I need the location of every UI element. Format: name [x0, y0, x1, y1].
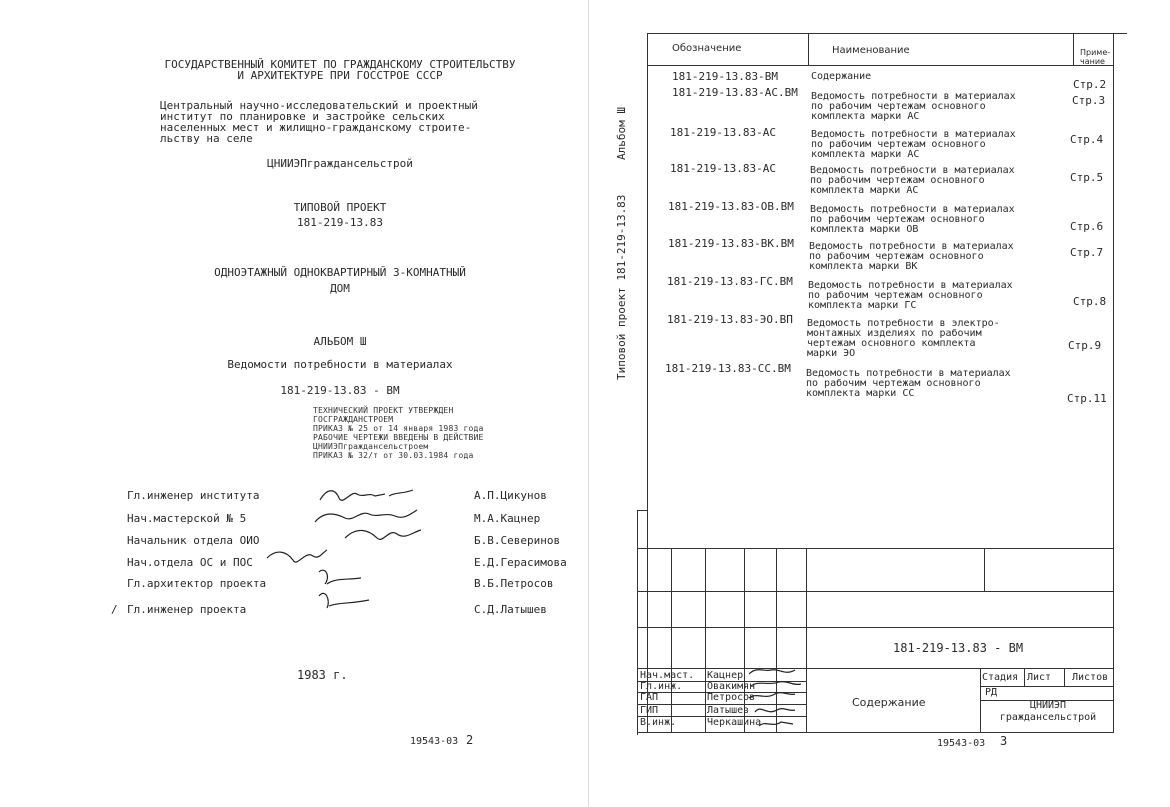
institute-line: населенных мест и жилищно-гражданскому строите-: [160, 121, 472, 134]
sheet-label: Лист: [1027, 672, 1052, 683]
tb-line: [637, 627, 1114, 628]
tb-line: [705, 548, 706, 733]
row-name-line: Ведомость потребности в материалах: [811, 91, 1016, 102]
row-name-line: комплекта марки ГС: [808, 300, 917, 311]
header-name: Наименование: [832, 45, 910, 56]
staff-role: ГИП: [640, 705, 659, 716]
slash-mark: /: [111, 603, 118, 616]
signatory-role: Гл.инженер института: [127, 489, 260, 502]
row-name-line: комплекта марки АС: [810, 185, 919, 196]
signatory-role: Гл.архитектор проекта: [127, 577, 267, 590]
row-name-line: по рабочим чертежам основного: [810, 214, 985, 225]
stage-value: РД: [985, 687, 998, 698]
row-designation: 181-219-13.83-АС.ВМ: [672, 86, 798, 99]
signatory-role: Гл.инженер проекта: [127, 603, 247, 616]
signatory-name: М.А.Кацнер: [474, 512, 541, 525]
signatory-name: Б.В.Северинов: [474, 534, 561, 547]
staff-name: Латышев: [707, 705, 750, 716]
staff-name: Черкашина: [707, 717, 762, 728]
stamp-line: ГОСГРАЖДАНСТРОЕМ: [313, 415, 394, 424]
tb-line: [980, 686, 1114, 687]
row-page: Стр.4: [1070, 133, 1104, 146]
staff-role: Гл.инж.: [640, 681, 683, 692]
tb-line: [671, 548, 672, 733]
signatory-role: Начальник отдела ОИО: [127, 534, 260, 547]
page-number: 2: [466, 733, 474, 747]
header-divider: [808, 33, 809, 65]
row-name-line: комплекта марки ОВ: [810, 224, 919, 235]
signatory-role: Нач.отдела ОС и ПОС: [127, 556, 253, 569]
doc-title: Содержание: [852, 696, 926, 709]
row-page: Стр.8: [1073, 295, 1107, 308]
album-label: АЛЬБОМ Ш: [313, 335, 367, 348]
header-note: Приме-чание: [1080, 48, 1111, 66]
handwritten-signatures: [265, 480, 465, 620]
stamp-line: ПРИКАЗ № 32/т от 30.03.1984 года: [313, 451, 474, 460]
row-designation: 181-219-13.83-СС.ВМ: [665, 362, 791, 375]
org-line1: ЦНИИЭП: [1029, 700, 1067, 711]
row-name-line: чертежам основного комплекта: [807, 338, 976, 349]
staff-role: Нач.маст.: [640, 670, 695, 681]
row-designation: 181-219-13.83-ВМ: [672, 70, 778, 83]
row-page: Стр.6: [1070, 220, 1104, 233]
stamp-line: РАБОЧИЕ ЧЕРТЕЖИ ВВЕДЕНЫ В ДЕЙСТВИЕ: [313, 433, 484, 442]
row-page: Стр.11: [1067, 392, 1107, 405]
row-name-line: Ведомость потребности в материалах: [808, 280, 1013, 291]
row-designation: 181-219-13.83-ВК.ВМ: [668, 237, 794, 250]
row-name-line: Ведомость потребности в электро-: [807, 318, 1000, 329]
row-page: Стр.2: [1073, 78, 1107, 91]
org-title-line2: И АРХИТЕКТУРЕ ПРИ ГОССТРОЕ СССР: [237, 69, 443, 82]
institute-line: институт по планировке и застройке сельских: [160, 110, 445, 123]
row-name-line: Ведомость потребности в материалах: [810, 165, 1015, 176]
row-name-line: Ведомость потребности в материалах: [811, 129, 1016, 140]
row-name-line: по рабочим чертежам основного: [806, 378, 981, 389]
tb-line: [637, 668, 1114, 669]
row-name-line: Ведомость потребности в материалах: [806, 368, 1011, 379]
side-project-label: Типовой проект 181-219-13.83: [615, 194, 628, 380]
row-name-line: по рабочим чертежам основного: [811, 101, 986, 112]
project-label: ТИПОВОЙ ПРОЕКТ: [293, 201, 387, 214]
house-title-line1: ОДНОЭТАЖНЫЙ ОДНОКВАРТИРНЫЙ 3-КОМНАТНЫЙ: [214, 266, 466, 279]
row-page: Стр.7: [1070, 246, 1104, 259]
row-page: Стр.9: [1068, 339, 1102, 352]
album-code: 181-219-13.83 - ВМ: [280, 384, 400, 397]
archive-code: 19543-03: [410, 736, 459, 747]
archive-code: 19543-03: [937, 738, 986, 749]
tb-line: [984, 548, 985, 591]
row-name-line: по рабочим чертежам основного: [808, 290, 983, 301]
tb-line: [1064, 668, 1065, 686]
frame-outer-left: [637, 510, 638, 735]
project-code: 181-219-13.83: [296, 216, 384, 229]
institute-line: Центральный научно-исследовательский и проектный: [160, 99, 478, 112]
page-number: 3: [1000, 734, 1008, 748]
row-name-line: комплекта марки АС: [811, 149, 920, 160]
org-line2: граждансельстрой: [999, 712, 1097, 723]
frame-bottom: [637, 732, 1114, 733]
staff-role: ГАП: [640, 692, 659, 703]
row-page: Стр.3: [1072, 94, 1106, 107]
row-name-line: комплекта марки ВК: [809, 261, 918, 272]
row-designation: 181-219-13.83-ОВ.ВМ: [668, 200, 794, 213]
year: 1983 г.: [297, 668, 348, 682]
staff-name: Овакимян: [707, 681, 756, 692]
tb-line: [637, 548, 1114, 549]
signatory-name: С.Д.Латышев: [474, 603, 547, 616]
signatory-name: В.Б.Петросов: [474, 577, 554, 590]
institute-short-name: ЦНИИЭПграждансельстрой: [267, 157, 413, 170]
row-designation: 181-219-13.83-ЭО.ВП: [667, 313, 793, 326]
tb-line: [637, 510, 648, 511]
stamp-line: ПРИКАЗ № 25 от 14 января 1983 года: [313, 424, 484, 433]
signatory-name: Е.Д.Герасимова: [474, 556, 567, 569]
row-page: Стр.5: [1070, 171, 1104, 184]
stamp-line: ТЕХНИЧЕСКИЙ ПРОЕКТ УТВЕРЖДЕН: [313, 406, 454, 415]
staff-name: Кацнер: [707, 670, 744, 681]
tb-line: [637, 591, 1114, 592]
row-name-line: комплекта марки СС: [806, 388, 915, 399]
row-name-line: по рабочим чертежам основного: [810, 175, 985, 186]
stamp-line: ЦНИИЭПграждансельстроем: [313, 442, 429, 451]
org-title-line1: ГОСУДАРСТВЕННЫЙ КОМИТЕТ ПО ГРАЖДАНСКОМУ СТРОИТЕЛЬСТВУ: [164, 58, 516, 71]
row-name-line: по рабочим чертежам основного: [811, 139, 986, 150]
staff-name: Петросов: [707, 692, 756, 703]
tb-line: [1024, 668, 1025, 686]
row-name-line: Содержание: [811, 71, 872, 82]
frame-left: [647, 33, 648, 733]
side-album-label: Альбом Ш: [615, 107, 628, 160]
staff-role: В.инж.: [640, 717, 677, 728]
frame-top: [647, 33, 1127, 34]
row-designation: 181-219-13.83-АС: [670, 126, 776, 139]
signatory-name: А.П.Цикунов: [474, 489, 547, 502]
title-block-signatures: [745, 664, 807, 734]
row-designation: 181-219-13.83-АС: [670, 162, 776, 175]
signatory-role: Нач.мастерской № 5: [127, 512, 247, 525]
sheets-label: Листов: [1072, 672, 1109, 683]
header-designation: Обозначение: [672, 43, 742, 54]
row-name-line: Ведомость потребности в материалах: [810, 204, 1015, 215]
stage-label: Стадия: [982, 672, 1019, 683]
institute-line: льству на селе: [160, 132, 253, 145]
header-rule: [647, 65, 1114, 66]
row-name-line: комплекта марки АС: [811, 111, 920, 122]
house-title-line2: ДОМ: [330, 282, 350, 295]
row-name-line: по рабочим чертежам основного: [809, 251, 984, 262]
row-designation: 181-219-13.83-ГС.ВМ: [667, 275, 793, 288]
row-name-line: Ведомость потребности в материалах: [809, 241, 1014, 252]
album-title: Ведомости потребности в материалах: [227, 358, 453, 371]
doc-code: 181-219-13.83 - ВМ: [893, 641, 1024, 655]
frame-right: [1113, 33, 1114, 733]
header-divider: [1073, 33, 1074, 65]
row-name-line: монтажных изделиях по рабочим: [807, 328, 982, 339]
row-name-line: марки ЭО: [807, 348, 856, 359]
page-fold: [588, 0, 589, 807]
